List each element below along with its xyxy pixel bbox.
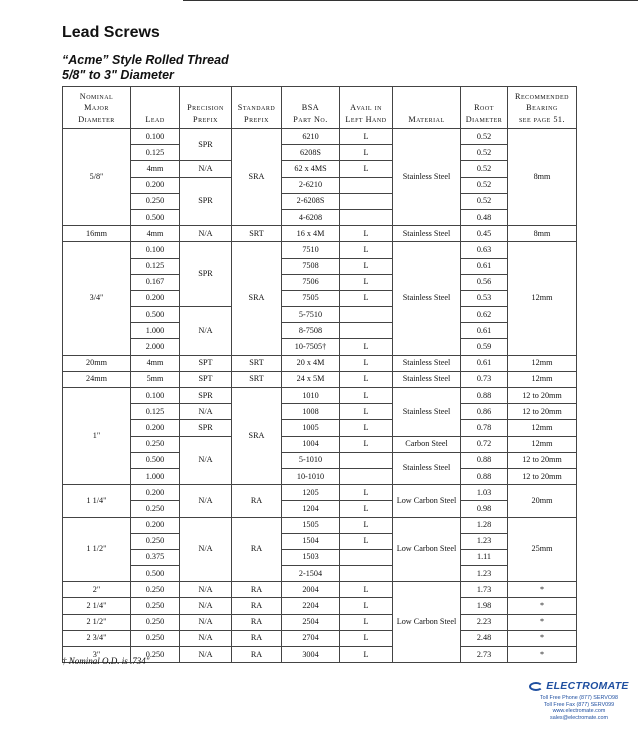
cell-bearing: * — [508, 647, 577, 663]
cell-part-no: 6210 — [282, 129, 340, 145]
col-header-precision-prefix: Precision Prefix — [180, 87, 232, 129]
cell-part-no: 7508 — [282, 258, 340, 274]
cell-lead: 0.375 — [131, 549, 180, 565]
cell-part-no: 1504 — [282, 533, 340, 549]
cell-lead: 2.000 — [131, 339, 180, 355]
cell-left-hand: L — [340, 129, 393, 145]
cell-diameter: 2 1/2" — [63, 614, 131, 630]
header-rule — [183, 0, 638, 7]
cell-root: 0.86 — [461, 404, 508, 420]
cell-bearing: * — [508, 614, 577, 630]
brand-logo[interactable] — [526, 680, 632, 692]
cell-diameter: 3" — [63, 647, 131, 663]
cell-part-no: 2204 — [282, 598, 340, 614]
cell-left-hand: L — [340, 242, 393, 258]
cell-part-no: 2-1504 — [282, 566, 340, 582]
table-row — [63, 371, 577, 387]
cell-part-no: 5-1010 — [282, 452, 340, 468]
cell-root: 1.23 — [461, 533, 508, 549]
cell-lead: 0.100 — [131, 242, 180, 258]
table-header-row — [63, 87, 577, 129]
cell-lead: 0.500 — [131, 452, 180, 468]
cell-part-no: 24 x 5M — [282, 371, 340, 387]
cell-precision: N/A — [180, 614, 232, 630]
table-row — [63, 258, 577, 274]
cell-left-hand: L — [340, 614, 393, 630]
cell-precision: N/A — [180, 517, 232, 582]
cell-lead: 4mm — [131, 161, 180, 177]
cell-standard: RA — [232, 630, 282, 646]
table-row — [63, 161, 577, 177]
cell-part-no: 5-7510 — [282, 307, 340, 323]
cell-precision: SPR — [180, 177, 232, 226]
cell-precision: N/A — [180, 598, 232, 614]
cell-left-hand — [340, 549, 393, 565]
cell-material: Low Carbon Steel — [393, 485, 461, 517]
cell-root: 2.73 — [461, 647, 508, 663]
cell-root: 0.53 — [461, 290, 508, 306]
cell-lead: 4mm — [131, 226, 180, 242]
col-header-standard-prefix: Standard Prefix — [232, 87, 282, 129]
cell-diameter: 1 1/4" — [63, 485, 131, 517]
cell-diameter: 2" — [63, 582, 131, 598]
table-row — [63, 468, 577, 484]
cell-left-hand — [340, 193, 393, 209]
table-row — [63, 129, 577, 145]
table-row — [63, 209, 577, 225]
cell-left-hand: L — [340, 339, 393, 355]
cell-bearing: 12mm — [508, 436, 577, 452]
cell-diameter: 2 1/4" — [63, 598, 131, 614]
cell-part-no: 16 x 4M — [282, 226, 340, 242]
table-row — [63, 355, 577, 371]
cell-precision: SPR — [180, 388, 232, 404]
cell-standard: RA — [232, 582, 282, 598]
cell-root: 0.52 — [461, 161, 508, 177]
cell-part-no: 1008 — [282, 404, 340, 420]
cell-root: 0.88 — [461, 388, 508, 404]
cell-left-hand: L — [340, 533, 393, 549]
cell-lead: 4mm — [131, 355, 180, 371]
cell-bearing: 12 to 20mm — [508, 452, 577, 468]
table-row — [63, 452, 577, 468]
table-row — [63, 145, 577, 161]
cell-material: Carbon Steel — [393, 436, 461, 452]
cell-lead: 0.250 — [131, 630, 180, 646]
cell-lead: 5mm — [131, 371, 180, 387]
table-row — [63, 582, 577, 598]
cell-lead: 0.250 — [131, 533, 180, 549]
cell-left-hand: L — [340, 226, 393, 242]
cell-diameter: 5/8" — [63, 129, 131, 226]
cell-precision: N/A — [180, 307, 232, 356]
cell-bearing: * — [508, 630, 577, 646]
cell-root: 0.52 — [461, 193, 508, 209]
cell-left-hand: L — [340, 630, 393, 646]
cell-precision: N/A — [180, 161, 232, 177]
cell-lead: 0.200 — [131, 420, 180, 436]
cell-left-hand: L — [340, 355, 393, 371]
cell-left-hand: L — [340, 598, 393, 614]
cell-bearing: 12mm — [508, 420, 577, 436]
cell-left-hand: L — [340, 582, 393, 598]
footnote: † Nominal O.D. is .734" — [62, 656, 150, 666]
cell-part-no: 1005 — [282, 420, 340, 436]
cell-lead: 0.250 — [131, 193, 180, 209]
cell-left-hand — [340, 566, 393, 582]
cell-left-hand — [340, 323, 393, 339]
cell-diameter: 24mm — [63, 371, 131, 387]
cell-part-no: 1503 — [282, 549, 340, 565]
table-row — [63, 193, 577, 209]
cell-left-hand: L — [340, 485, 393, 501]
cell-diameter: 1 1/2" — [63, 517, 131, 582]
cell-lead: 0.200 — [131, 517, 180, 533]
cell-root: 0.78 — [461, 420, 508, 436]
cell-standard: SRT — [232, 371, 282, 387]
cell-precision: SPR — [180, 242, 232, 307]
cell-part-no: 3004 — [282, 647, 340, 663]
cell-standard: RA — [232, 485, 282, 517]
cell-bearing: 12mm — [508, 371, 577, 387]
cell-left-hand — [340, 209, 393, 225]
cell-root: 0.45 — [461, 226, 508, 242]
cell-part-no: 7506 — [282, 274, 340, 290]
cell-left-hand: L — [340, 436, 393, 452]
cell-lead: 0.125 — [131, 145, 180, 161]
cell-lead: 0.125 — [131, 404, 180, 420]
cell-part-no: 2004 — [282, 582, 340, 598]
cell-root: 0.73 — [461, 371, 508, 387]
cell-left-hand: L — [340, 404, 393, 420]
cell-root: 0.62 — [461, 307, 508, 323]
cell-bearing: 12 to 20mm — [508, 388, 577, 404]
table-row — [63, 566, 577, 582]
cell-part-no: 10-7505† — [282, 339, 340, 355]
cell-part-no: 1204 — [282, 501, 340, 517]
cell-standard: SRA — [232, 129, 282, 226]
table-row — [63, 226, 577, 242]
cell-precision: N/A — [180, 630, 232, 646]
brand-fax: Toll Free Fax (877) SERV099 — [543, 701, 615, 708]
cell-material: Low Carbon Steel — [393, 582, 461, 663]
cell-root: 0.52 — [461, 145, 508, 161]
cell-diameter: 20mm — [63, 355, 131, 371]
cell-standard: RA — [232, 517, 282, 582]
table-row — [63, 274, 577, 290]
cell-root: 0.98 — [461, 501, 508, 517]
cell-bearing: 8mm — [508, 226, 577, 242]
cell-part-no: 7505 — [282, 290, 340, 306]
cell-root: 0.88 — [461, 452, 508, 468]
cell-standard: RA — [232, 614, 282, 630]
cell-precision: N/A — [180, 485, 232, 517]
cell-diameter: 1" — [63, 388, 131, 485]
cell-precision: N/A — [180, 582, 232, 598]
cell-left-hand: L — [340, 388, 393, 404]
cell-part-no: 7510 — [282, 242, 340, 258]
cell-part-no: 1010 — [282, 388, 340, 404]
cell-root: 0.61 — [461, 355, 508, 371]
cell-root: 0.59 — [461, 339, 508, 355]
table-row — [63, 501, 577, 517]
brand-block — [526, 680, 632, 721]
col-header-left-hand: Avail in Left Hand — [340, 87, 393, 129]
cell-standard: SRT — [232, 226, 282, 242]
cell-part-no: 6208S — [282, 145, 340, 161]
table-row — [63, 242, 577, 258]
cell-root: 2.48 — [461, 630, 508, 646]
cell-left-hand: L — [340, 161, 393, 177]
table-row — [63, 307, 577, 323]
table-row — [63, 517, 577, 533]
cell-left-hand: L — [340, 647, 393, 663]
table-row — [63, 549, 577, 565]
cell-precision: SPT — [180, 355, 232, 371]
cell-bearing: * — [508, 598, 577, 614]
cell-left-hand: L — [340, 145, 393, 161]
brand-website-link[interactable]: www.electromate.com — [552, 708, 606, 715]
subtitle-line-1: “Acme” Style Rolled Thread — [62, 53, 229, 67]
cell-lead: 0.250 — [131, 647, 180, 663]
table-row — [63, 614, 577, 630]
cell-part-no: 1505 — [282, 517, 340, 533]
cell-root: 0.56 — [461, 274, 508, 290]
cell-lead: 0.250 — [131, 501, 180, 517]
table-row — [63, 420, 577, 436]
cell-standard: SRT — [232, 355, 282, 371]
table-row — [63, 436, 577, 452]
cell-part-no: 10-1010 — [282, 468, 340, 484]
cell-part-no: 8-7508 — [282, 323, 340, 339]
cell-bearing: * — [508, 582, 577, 598]
cell-left-hand: L — [340, 420, 393, 436]
cell-precision: SPT — [180, 371, 232, 387]
brand-phone: Toll Free Phone (877) SERVO98 — [539, 695, 619, 701]
cell-part-no: 62 x 4MS — [282, 161, 340, 177]
cell-bearing: 20mm — [508, 485, 577, 517]
cell-diameter: 3/4" — [63, 242, 131, 355]
cell-bearing: 12 to 20mm — [508, 468, 577, 484]
cell-lead: 0.100 — [131, 388, 180, 404]
cell-bearing: 25mm — [508, 517, 577, 582]
cell-lead: 0.200 — [131, 177, 180, 193]
cell-part-no: 2-6208S — [282, 193, 340, 209]
cell-standard: SRA — [232, 388, 282, 485]
cell-root: 0.61 — [461, 323, 508, 339]
cell-root: 2.23 — [461, 614, 508, 630]
cell-part-no: 2704 — [282, 630, 340, 646]
cell-lead: 0.250 — [131, 436, 180, 452]
brand-contact — [526, 695, 632, 721]
cell-material: Stainless Steel — [393, 242, 461, 355]
cell-part-no: 1205 — [282, 485, 340, 501]
cell-standard: RA — [232, 598, 282, 614]
table-row — [63, 388, 577, 404]
cell-standard: SRA — [232, 242, 282, 355]
cell-bearing: 12 to 20mm — [508, 404, 577, 420]
cell-lead: 0.500 — [131, 209, 180, 225]
cell-material: Stainless Steel — [393, 452, 461, 484]
cell-left-hand — [340, 307, 393, 323]
cell-bearing: 12mm — [508, 242, 577, 355]
cell-part-no: 2-6210 — [282, 177, 340, 193]
cell-lead: 0.500 — [131, 307, 180, 323]
cell-root: 0.48 — [461, 209, 508, 225]
cell-left-hand — [340, 177, 393, 193]
cell-material: Stainless Steel — [393, 355, 461, 371]
cell-root: 0.88 — [461, 468, 508, 484]
cell-lead: 1.000 — [131, 468, 180, 484]
col-header-recommended-bearing: Recommended Bearing see page 51. — [508, 87, 577, 129]
col-header-material: Material — [393, 87, 461, 129]
cell-root: 0.52 — [461, 177, 508, 193]
cell-diameter: 2 3/4" — [63, 630, 131, 646]
cell-left-hand — [340, 468, 393, 484]
subtitle-line-2: 5/8" to 3" Diameter — [62, 68, 174, 82]
cell-root: 1.73 — [461, 582, 508, 598]
cell-left-hand: L — [340, 258, 393, 274]
page-subtitle — [62, 53, 229, 83]
cell-material: Low Carbon Steel — [393, 517, 461, 582]
table-row — [63, 404, 577, 420]
cell-left-hand: L — [340, 274, 393, 290]
cell-bearing: 12mm — [508, 355, 577, 371]
lead-screw-table — [62, 86, 577, 663]
cell-lead: 0.125 — [131, 258, 180, 274]
cell-part-no: 4-6208 — [282, 209, 340, 225]
table-row — [63, 323, 577, 339]
cell-diameter: 16mm — [63, 226, 131, 242]
cell-material: Stainless Steel — [393, 388, 461, 437]
cell-root: 0.61 — [461, 258, 508, 274]
cell-lead: 0.200 — [131, 485, 180, 501]
table-row — [63, 177, 577, 193]
col-header-root-diameter: Root Diameter — [461, 87, 508, 129]
cell-left-hand: L — [340, 501, 393, 517]
cell-lead: 0.250 — [131, 582, 180, 598]
brand-email-link[interactable]: sales@electromate.com — [550, 714, 608, 721]
cell-left-hand: L — [340, 517, 393, 533]
cell-root: 1.23 — [461, 566, 508, 582]
cell-part-no: 2504 — [282, 614, 340, 630]
cell-lead: 0.200 — [131, 290, 180, 306]
cell-left-hand: L — [340, 371, 393, 387]
cell-precision: N/A — [180, 226, 232, 242]
cell-root: 0.72 — [461, 436, 508, 452]
cell-standard: RA — [232, 647, 282, 663]
col-header-nominal-diameter: Nominal Major Diameter — [63, 87, 131, 129]
cell-part-no: 20 x 4M — [282, 355, 340, 371]
cell-bearing: 8mm — [508, 129, 577, 226]
swoosh-icon — [529, 682, 543, 691]
cell-lead: 1.000 — [131, 323, 180, 339]
cell-root: 1.28 — [461, 517, 508, 533]
cell-precision: N/A — [180, 436, 232, 485]
cell-lead: 0.250 — [131, 598, 180, 614]
cell-root: 1.11 — [461, 549, 508, 565]
table-row — [63, 339, 577, 355]
cell-root: 1.03 — [461, 485, 508, 501]
col-header-lead: Lead — [131, 87, 180, 129]
cell-precision: N/A — [180, 647, 232, 663]
table-row — [63, 290, 577, 306]
cell-left-hand — [340, 452, 393, 468]
cell-lead: 0.250 — [131, 614, 180, 630]
cell-root: 0.63 — [461, 242, 508, 258]
cell-root: 1.98 — [461, 598, 508, 614]
cell-part-no: 1004 — [282, 436, 340, 452]
table-row — [63, 485, 577, 501]
cell-lead: 0.100 — [131, 129, 180, 145]
cell-root: 0.52 — [461, 129, 508, 145]
brand-name: ELECTROMATE — [546, 680, 629, 692]
cell-material: Stainless Steel — [393, 226, 461, 242]
cell-lead: 0.500 — [131, 566, 180, 582]
table-row — [63, 598, 577, 614]
cell-precision: SPR — [180, 420, 232, 436]
table-row — [63, 533, 577, 549]
cell-material: Stainless Steel — [393, 371, 461, 387]
cell-precision: N/A — [180, 404, 232, 420]
col-header-bsa-part-no: BSA Part No. — [282, 87, 340, 129]
cell-left-hand: L — [340, 290, 393, 306]
cell-lead: 0.167 — [131, 274, 180, 290]
cell-material: Stainless Steel — [393, 129, 461, 226]
page-title: Lead Screws — [62, 24, 160, 41]
cell-precision: SPR — [180, 129, 232, 161]
table-row — [63, 630, 577, 646]
